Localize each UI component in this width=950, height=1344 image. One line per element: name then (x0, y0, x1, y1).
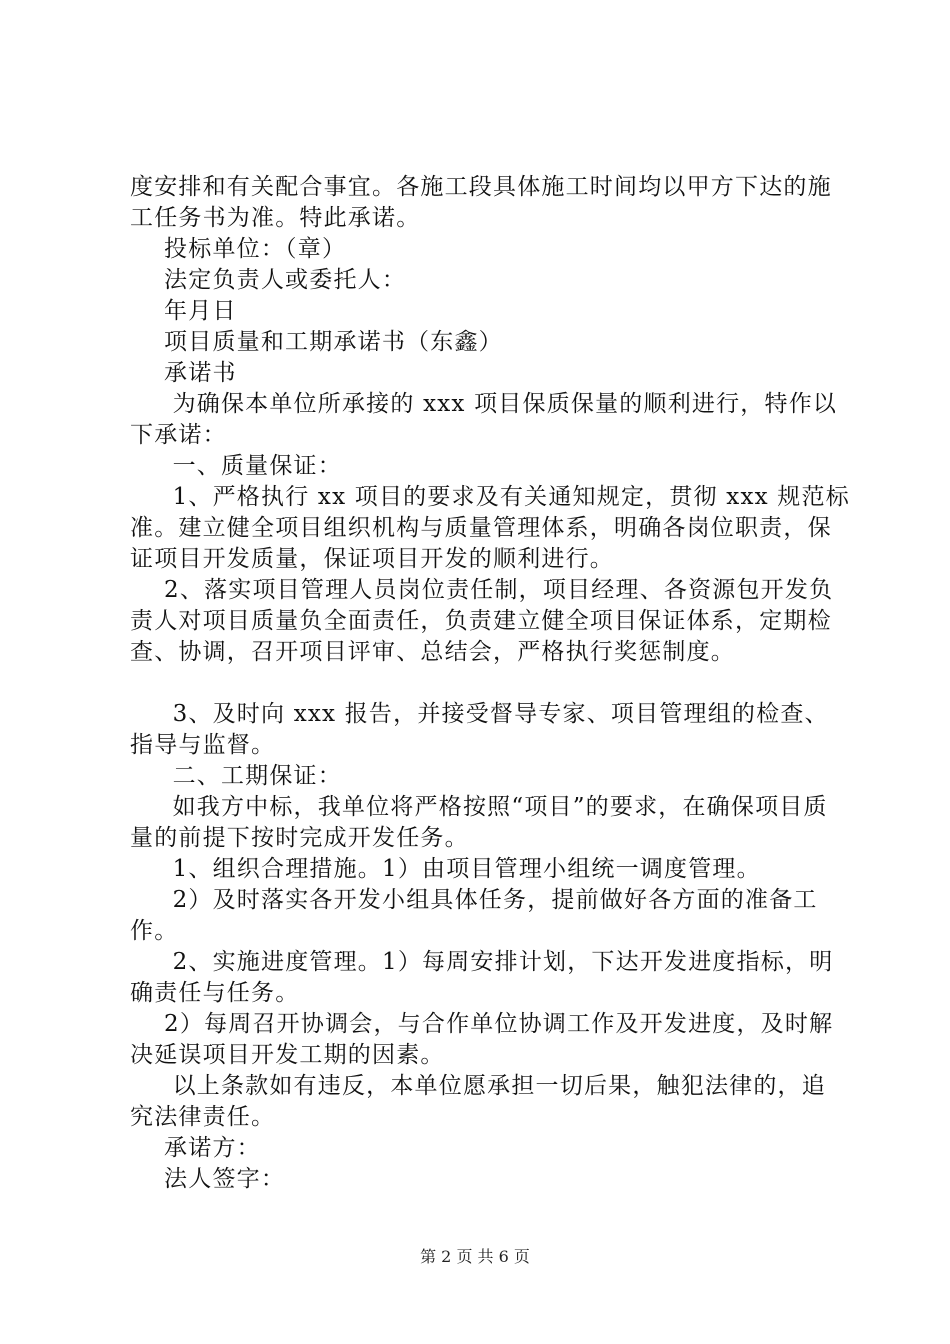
paragraph: 2）及时落实各开发小组具体任务，提前做好各方面的准备工作。 (130, 887, 818, 944)
paragraph: 年月日 (130, 298, 237, 324)
paragraph: 投标单位：（章） (130, 236, 347, 262)
paragraph: 2）每周召开协调会，与合作单位协调工作及开发进度，及时解决延误项目开发工期的因素。 (130, 1011, 834, 1068)
paragraph: 一、质量保证： (130, 453, 342, 479)
paragraph: 1、组织合理措施。1）由项目管理小组统一调度管理。 (130, 856, 761, 882)
paragraph: 二、工期保证： (130, 763, 342, 789)
paragraph: 承诺书 (130, 360, 237, 386)
paragraph: 法人签字： (130, 1166, 286, 1192)
paragraph: 为确保本单位所承接的 xxx 项目保质保量的顺利进行，特作以下承诺： (130, 391, 838, 448)
paragraph: 法定负责人或委托人： (130, 267, 407, 293)
paragraph: 项目质量和工期承诺书（东鑫） (130, 329, 503, 355)
paragraph: 如我方中标，我单位将严格按照“项目”的要求，在确保项目质量的前提下按时完成开发任务。 (130, 794, 828, 851)
paragraph: 以上条款如有违反，本单位愿承担一切后果，触犯法律的，追究法律责任。 (130, 1073, 826, 1130)
page-number-footer: 第 2 页 共 6 页 (420, 1247, 530, 1266)
paragraph: 2、实施进度管理。1）每周安排计划，下达开发进度指标，明确责任与任务。 (130, 949, 834, 1006)
paragraph: 2、落实项目管理人员岗位责任制，项目经理、各资源包开发负责人对项目质量负全面责任，负责建立健全项目保证体系，定期检查、协调，召开项目评审、总结会，严格执行奖惩制度。 (130, 577, 834, 665)
blank-line (130, 668, 850, 699)
paragraph: 1、严格执行 xx 项目的要求及有关通知规定，贯彻 xxx 规范标准。建立健全项目组织机构与质量管理体系，明确各岗位职责，保证项目开发质量，保证项目开发的顺利进行。 (130, 484, 850, 572)
paragraph: 承诺方： (130, 1135, 261, 1161)
paragraph: 3、及时向 xxx 报告，并接受督导专家、项目管理组的检查、指导与监督。 (130, 701, 829, 758)
paragraph: 度安排和有关配合事宜。各施工段具体施工时间均以甲方下达的施工任务书为准。特此承诺。 (130, 174, 832, 231)
document-body (130, 172, 850, 1195)
